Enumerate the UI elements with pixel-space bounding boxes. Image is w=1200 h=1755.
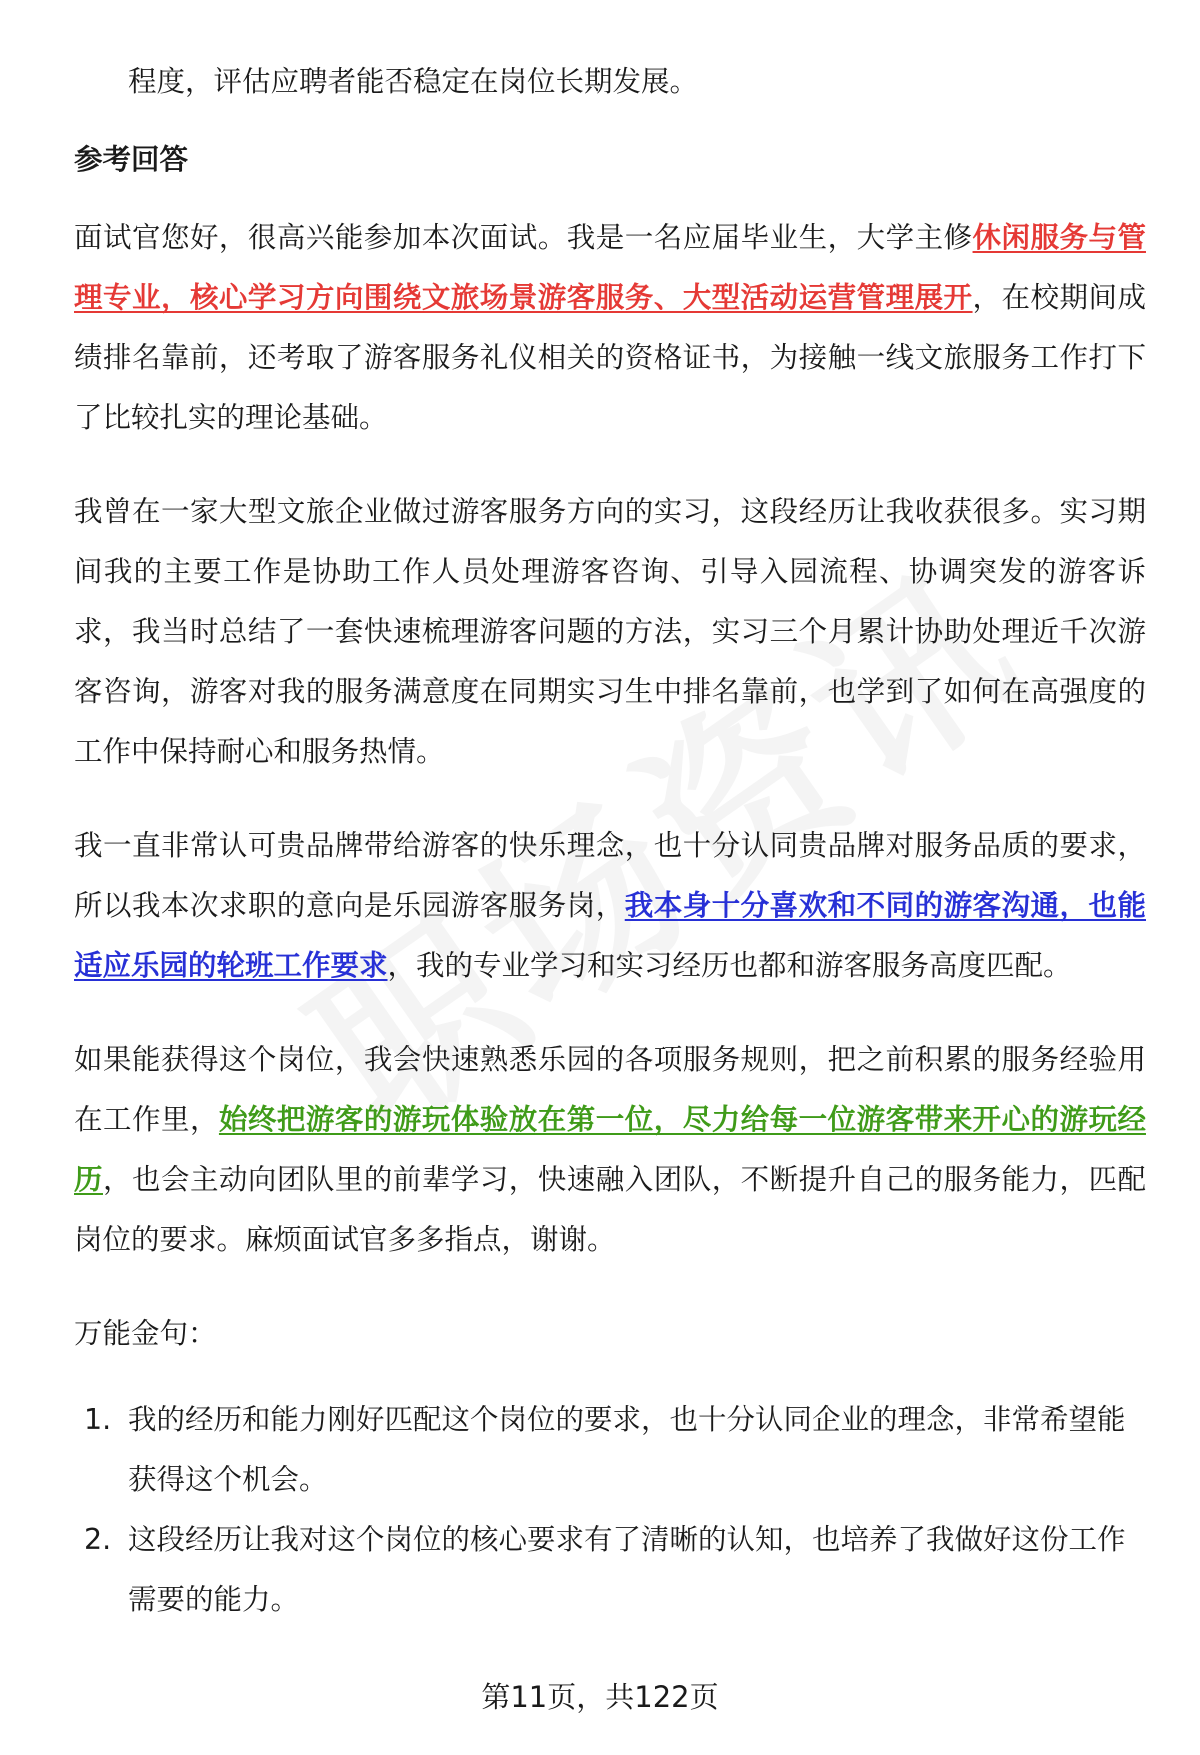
page-footer: 第11页，共122页 [481,1680,719,1714]
paragraph-3-text-before: 我一直非常认可贵品牌带给游客的快乐理念，也十分认同贵品牌对服务品质的要求，所以我本次求职的意向是乐园游客服务岗， [74,829,1146,922]
paragraph-3 [74,816,1146,996]
paragraph-4-text-before: 如果能获得这个岗位，我会快速熟悉乐园的各项服务规则，把之前积累的服务经验用在工作里， [74,1043,1146,1136]
paragraph-1 [74,208,1146,448]
list-item-text: 这段经历让我对这个岗位的核心要求有了清晰的认知，也培养了我做好这份工作需要的能力。 [128,1523,1126,1616]
paragraph-1-highlight: 休闲服务与管理专业，核心学习方向围绕文旅场景游客服务、大型活动运营管理展开 [74,221,1146,314]
document-body [74,52,1146,1630]
golden-sentences-list [74,1390,1146,1630]
list-item-number: 1. [84,1403,112,1436]
paragraph-3-text-after: ，我的专业学习和实习经历也都和游客服务高度匹配。 [387,949,1072,982]
paragraph-3-highlight: 我本身十分喜欢和不同的游客沟通，也能适应乐园的轮班工作要求 [74,889,1146,982]
list-item [74,1390,1146,1510]
paragraph-2: 我曾在一家大型文旅企业做过游客服务方向的实习，这段经历让我收获很多。实习期间我的主要工作是协助工作人员处理游客咨询、引导入园流程、协调突发的游客诉求，我当时总结了一套快速梳理游客问题的方法，实习三个月累计协助处理近千次游客咨询，游客对我的服务满意度在同期实习生中排名靠前，也学到了如何在高强度的工作中保持耐心和服务热情。 [74,495,1146,768]
paragraph-4 [74,1030,1146,1270]
paragraph-4-highlight: 始终把游客的游玩体验放在第一位，尽力给每一位游客带来开心的游玩经历 [74,1103,1146,1196]
list-item-text: 我的经历和能力刚好匹配这个岗位的要求，也十分认同企业的理念，非常希望能获得这个机会。 [128,1403,1126,1496]
section-heading: 参考回答 [74,143,189,176]
golden-sentences-label: 万能金句： [74,1317,217,1350]
intro-tail-text: 程度，评估应聘者能否稳定在岗位长期发展。 [128,65,699,98]
list-item [74,1510,1146,1630]
paragraph-1-text-after: ，在校期间成绩排名靠前，还考取了游客服务礼仪相关的资格证书，为接触一线文旅服务工作打下了比较扎实的理论基础。 [74,281,1146,434]
paragraph-1-text-before: 面试官您好，很高兴能参加本次面试。我是一名应届毕业生，大学主修 [74,221,973,254]
paragraph-4-text-after: ，也会主动向团队里的前辈学习，快速融入团队，不断提升自己的服务能力，匹配岗位的要求。麻烦面试官多多指点，谢谢。 [74,1163,1146,1256]
list-item-number: 2. [84,1523,112,1556]
